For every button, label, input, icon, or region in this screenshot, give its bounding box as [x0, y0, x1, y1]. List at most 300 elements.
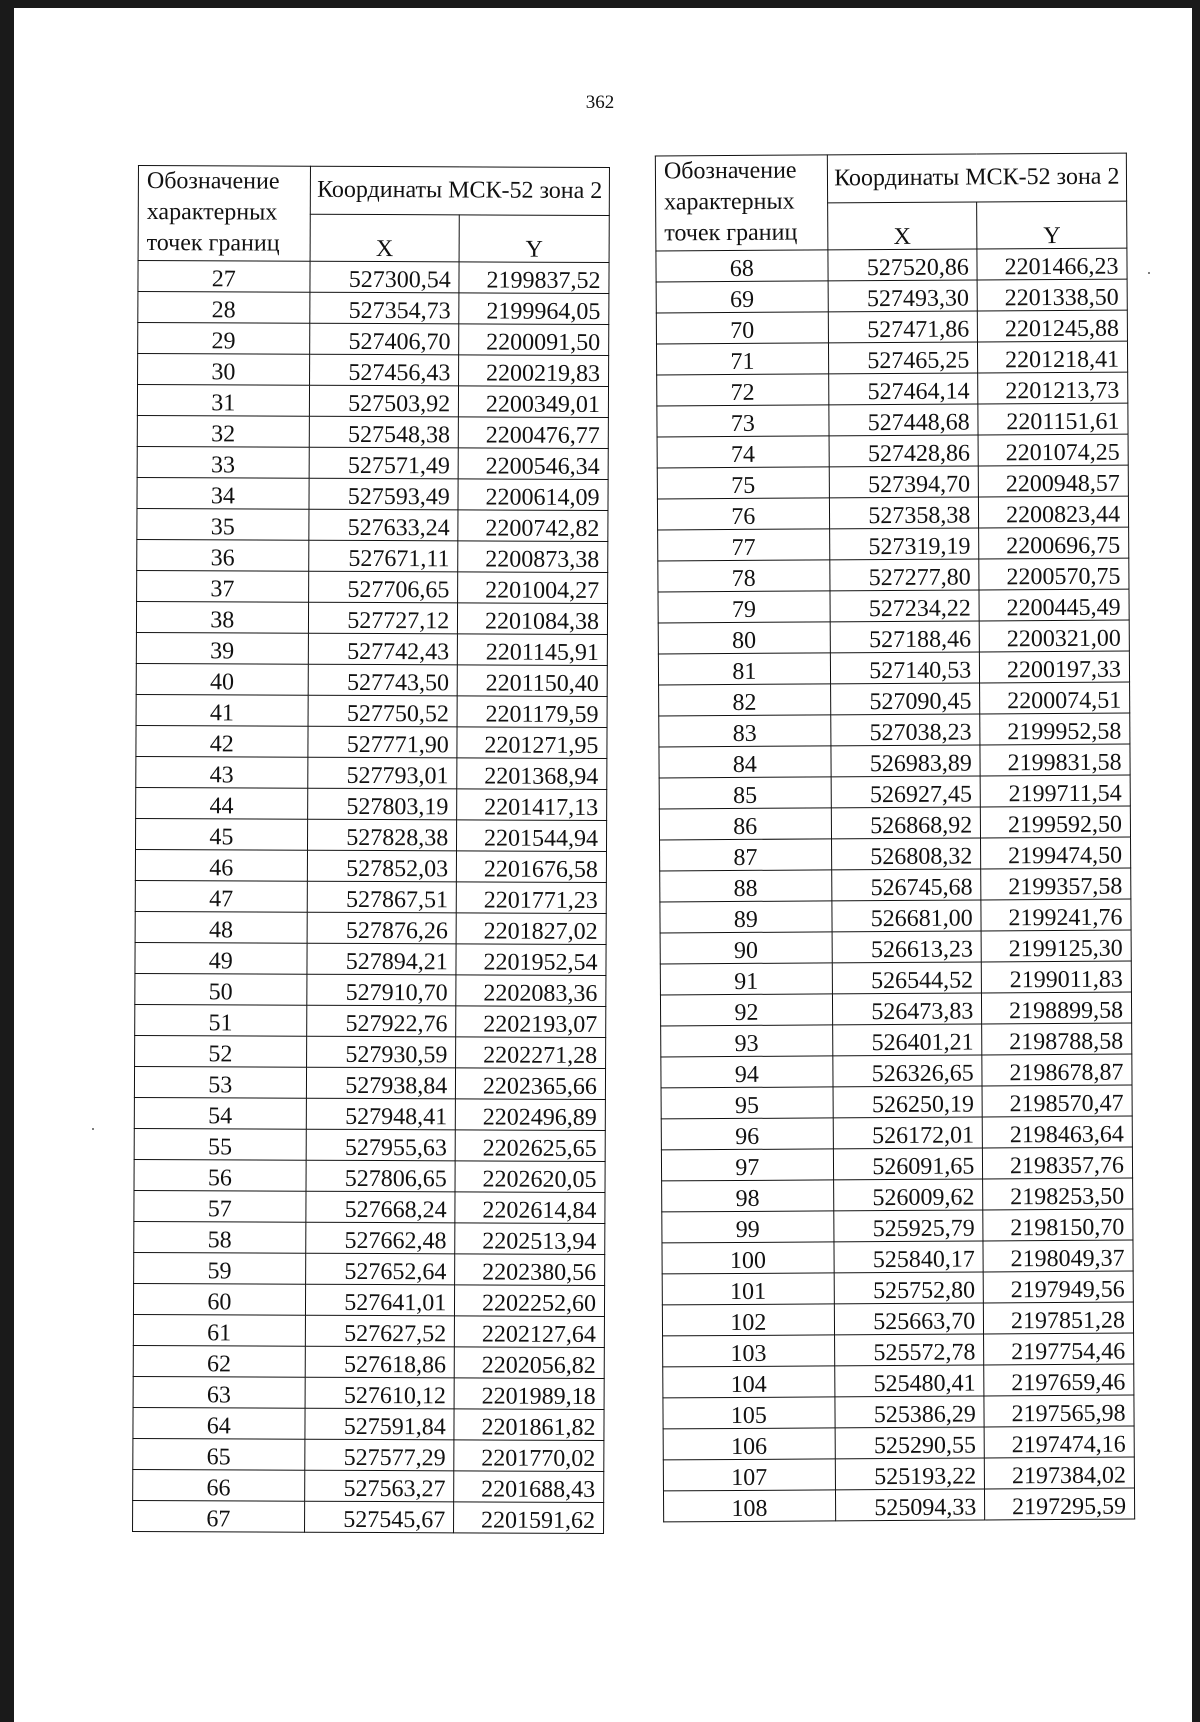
table-row — [663, 1395, 1134, 1429]
x-coordinate-cell: 526868,92 — [831, 807, 981, 839]
x-coordinate-cell: 526745,68 — [831, 869, 981, 901]
point-number-cell: 34 — [137, 477, 309, 509]
y-coordinate-cell: 2201245,88 — [978, 310, 1128, 342]
x-coordinate-cell: 525925,79 — [833, 1210, 983, 1242]
x-coordinate-cell: 527771,90 — [308, 726, 458, 758]
x-coordinate-cell: 527671,11 — [308, 540, 458, 572]
table-row — [660, 868, 1131, 902]
x-coordinate-cell: 525094,33 — [835, 1489, 985, 1521]
x-coordinate-cell: 527610,12 — [305, 1377, 455, 1409]
point-number-cell: 35 — [137, 508, 309, 540]
x-coordinate-cell: 527955,63 — [306, 1129, 456, 1161]
x-coordinate-cell: 527277,80 — [829, 559, 979, 591]
point-number-cell: 32 — [137, 415, 309, 447]
y-coordinate-cell: 2201074,25 — [978, 434, 1128, 466]
x-coordinate-cell: 527563,27 — [304, 1470, 454, 1502]
point-number-cell: 66 — [133, 1469, 305, 1501]
point-number-cell: 51 — [135, 1004, 307, 1036]
y-coordinate-cell: 2200823,44 — [979, 496, 1129, 528]
scan-border-top — [0, 0, 1200, 8]
point-number-cell: 65 — [133, 1438, 305, 1470]
table-row — [661, 1147, 1132, 1181]
table-row — [136, 694, 607, 727]
y-coordinate-cell: 2197949,56 — [983, 1271, 1133, 1303]
x-coordinate-cell: 527300,54 — [310, 261, 460, 293]
point-number-cell: 38 — [136, 601, 308, 633]
point-number-cell: 92 — [660, 993, 832, 1025]
x-coordinate-cell: 526681,00 — [832, 900, 982, 932]
x-coordinate-cell: 527548,38 — [309, 416, 459, 448]
scan-border-left — [0, 0, 14, 1722]
point-number-cell: 43 — [136, 756, 308, 788]
y-coordinate-cell: 2200476,77 — [459, 416, 609, 448]
x-coordinate-cell: 526091,65 — [833, 1148, 983, 1180]
y-coordinate-cell: 2200074,51 — [980, 682, 1130, 714]
point-number-cell: 53 — [134, 1066, 306, 1098]
table-row — [133, 1469, 604, 1502]
point-number-cell: 47 — [135, 880, 307, 912]
point-number-cell: 101 — [662, 1272, 834, 1304]
point-number-cell: 57 — [134, 1190, 306, 1222]
x-coordinate-cell: 527545,67 — [304, 1501, 454, 1533]
y-coordinate-cell: 2200197,33 — [980, 651, 1130, 683]
table-row — [662, 1271, 1133, 1305]
table-row — [663, 1333, 1134, 1367]
table-row — [134, 1066, 605, 1099]
x-coordinate-cell: 525193,22 — [835, 1458, 985, 1490]
point-number-cell: 91 — [660, 962, 832, 994]
y-coordinate-cell: 2198570,47 — [982, 1085, 1132, 1117]
y-coordinate-cell: 2201861,82 — [454, 1408, 604, 1440]
x-coordinate-cell: 527641,01 — [305, 1284, 455, 1316]
table-row — [135, 942, 606, 975]
point-number-cell: 81 — [658, 652, 830, 684]
y-coordinate-cell: 2202380,56 — [455, 1253, 605, 1285]
point-number-cell: 41 — [136, 694, 308, 726]
y-coordinate-cell: 2197754,46 — [984, 1333, 1134, 1365]
table-row — [135, 911, 606, 944]
point-number-cell: 52 — [135, 1035, 307, 1067]
point-number-cell: 88 — [660, 869, 832, 901]
table-row — [662, 1209, 1133, 1243]
x-coordinate-cell: 527894,21 — [307, 943, 457, 975]
x-coordinate-cell: 527668,24 — [306, 1191, 456, 1223]
point-number-cell: 70 — [656, 311, 828, 343]
table-row — [661, 1085, 1132, 1119]
point-number-cell: 56 — [134, 1159, 306, 1191]
point-number-cell: 106 — [663, 1427, 835, 1459]
y-coordinate-cell: 2201004,27 — [458, 571, 608, 603]
x-coordinate-cell: 527503,92 — [309, 385, 459, 417]
point-number-cell: 78 — [658, 559, 830, 591]
point-number-cell: 31 — [137, 384, 309, 416]
table-row — [658, 651, 1129, 685]
point-number-cell: 27 — [138, 260, 310, 292]
table-row — [133, 1314, 604, 1347]
y-coordinate-cell: 2202083,36 — [456, 974, 606, 1006]
table-row — [658, 620, 1129, 654]
point-number-cell: 108 — [663, 1489, 835, 1521]
x-coordinate-cell: 526172,01 — [833, 1117, 983, 1149]
point-number-cell: 90 — [660, 931, 832, 963]
x-coordinate-cell: 527930,59 — [306, 1036, 456, 1068]
y-coordinate-cell: 2197851,28 — [984, 1302, 1134, 1334]
point-number-cell: 99 — [662, 1210, 834, 1242]
table-row — [133, 1438, 604, 1471]
y-coordinate-cell: 2201688,43 — [454, 1470, 604, 1502]
y-coordinate-cell: 2199837,52 — [459, 261, 609, 293]
point-number-cell: 105 — [663, 1396, 835, 1428]
table-row — [660, 930, 1131, 964]
x-coordinate-cell: 527465,25 — [828, 342, 978, 374]
x-coordinate-cell: 527867,51 — [307, 881, 457, 913]
table-row — [136, 725, 607, 758]
point-number-cell: 61 — [133, 1314, 305, 1346]
y-coordinate-cell: 2198150,70 — [983, 1209, 1133, 1241]
y-coordinate-cell: 2198678,87 — [982, 1054, 1132, 1086]
table-row — [133, 1376, 604, 1409]
table-row — [657, 434, 1128, 468]
y-coordinate-cell: 2201218,41 — [978, 341, 1128, 373]
y-coordinate-cell: 2199125,30 — [981, 930, 1131, 962]
x-coordinate-cell: 527828,38 — [307, 819, 457, 851]
y-coordinate-cell: 2201771,23 — [456, 881, 606, 913]
y-coordinate-cell: 2200614,09 — [458, 478, 608, 510]
point-number-cell: 59 — [134, 1252, 306, 1284]
table-row — [137, 508, 608, 541]
y-coordinate-cell: 2201150,40 — [457, 664, 607, 696]
y-coordinate-cell: 2200570,75 — [979, 558, 1129, 590]
y-coordinate-cell: 2202271,28 — [456, 1036, 606, 1068]
x-coordinate-cell: 527652,64 — [305, 1253, 455, 1285]
y-coordinate-cell: 2201466,23 — [977, 248, 1127, 280]
x-coordinate-cell: 527394,70 — [829, 466, 979, 498]
x-coordinate-cell: 527938,84 — [306, 1067, 456, 1099]
table-row — [659, 806, 1130, 840]
x-coordinate-cell: 527948,41 — [306, 1098, 456, 1130]
scan-speck — [92, 1128, 94, 1130]
y-coordinate-cell: 2199474,50 — [981, 837, 1131, 869]
y-coordinate-cell: 2201591,62 — [454, 1501, 604, 1533]
table-row — [657, 496, 1128, 530]
y-coordinate-cell: 2202056,82 — [454, 1346, 604, 1378]
x-coordinate-cell: 527910,70 — [306, 974, 456, 1006]
point-number-cell: 44 — [136, 787, 308, 819]
point-number-cell: 76 — [657, 497, 829, 529]
y-coordinate-cell: 2201145,91 — [458, 633, 608, 665]
point-number-cell: 62 — [133, 1345, 305, 1377]
y-coordinate-cell: 2201368,94 — [457, 757, 607, 789]
y-coordinate-cell: 2201952,54 — [456, 943, 606, 975]
y-coordinate-cell: 2200873,38 — [458, 540, 608, 572]
point-number-cell: 75 — [657, 466, 829, 498]
x-coordinate-cell: 527618,86 — [305, 1346, 455, 1378]
table-row — [660, 837, 1131, 871]
x-coordinate-cell: 527571,49 — [309, 447, 459, 479]
point-number-cell: 73 — [657, 404, 829, 436]
x-coordinate-cell: 527090,45 — [830, 683, 980, 715]
header-y: Y — [977, 201, 1127, 248]
header-point-label: Обозначение характерных точек границ — [655, 155, 827, 251]
y-coordinate-cell: 2199357,58 — [981, 868, 1131, 900]
x-coordinate-cell: 527803,19 — [307, 788, 457, 820]
x-coordinate-cell: 527520,86 — [828, 249, 978, 281]
table-row — [134, 1190, 605, 1223]
x-coordinate-cell: 527806,65 — [306, 1160, 456, 1192]
y-coordinate-cell: 2201827,02 — [456, 912, 606, 944]
table-row — [661, 1054, 1132, 1088]
x-coordinate-cell: 527727,12 — [308, 602, 458, 634]
y-coordinate-cell: 2202614,84 — [455, 1191, 605, 1223]
x-coordinate-cell: 525290,55 — [835, 1427, 985, 1459]
point-number-cell: 68 — [656, 249, 828, 281]
table-row — [661, 1116, 1132, 1150]
x-coordinate-cell: 527591,84 — [305, 1408, 455, 1440]
point-number-cell: 83 — [659, 714, 831, 746]
header-x: X — [310, 214, 460, 261]
x-coordinate-cell: 527406,70 — [309, 323, 459, 355]
point-number-cell: 48 — [135, 911, 307, 943]
table-row — [656, 341, 1127, 375]
x-coordinate-cell: 527188,46 — [830, 621, 980, 653]
table-row — [663, 1488, 1134, 1522]
x-coordinate-cell: 527493,30 — [828, 280, 978, 312]
y-coordinate-cell: 2199241,76 — [981, 899, 1131, 931]
y-coordinate-cell: 2202193,07 — [456, 1005, 606, 1037]
table-row — [138, 260, 609, 293]
y-coordinate-cell: 2201770,02 — [454, 1439, 604, 1471]
table-row — [134, 1097, 605, 1130]
x-coordinate-cell: 527448,68 — [829, 404, 979, 436]
point-number-cell: 93 — [661, 1024, 833, 1056]
x-coordinate-cell: 525752,80 — [834, 1272, 984, 1304]
point-number-cell: 55 — [134, 1128, 306, 1160]
table-row — [134, 1128, 605, 1161]
table-row — [663, 1364, 1134, 1398]
x-coordinate-cell: 527456,43 — [309, 354, 459, 386]
point-number-cell: 86 — [659, 807, 831, 839]
x-coordinate-cell: 527140,53 — [830, 652, 980, 684]
x-coordinate-cell: 526250,19 — [833, 1086, 983, 1118]
point-number-cell: 67 — [133, 1500, 305, 1532]
point-number-cell: 71 — [656, 342, 828, 374]
point-number-cell: 74 — [657, 435, 829, 467]
y-coordinate-cell: 2200445,49 — [979, 589, 1129, 621]
x-coordinate-cell: 525480,41 — [834, 1365, 984, 1397]
header-coordinates: Координаты МСК-52 зона 2 — [310, 166, 610, 215]
table-row — [136, 663, 607, 696]
y-coordinate-cell: 2201544,94 — [457, 819, 607, 851]
x-coordinate-cell: 527706,65 — [308, 571, 458, 603]
table-row — [137, 539, 608, 572]
table-row — [133, 1500, 604, 1533]
table-row — [137, 384, 608, 417]
x-coordinate-cell: 525572,78 — [834, 1334, 984, 1366]
x-coordinate-cell: 527234,22 — [830, 590, 980, 622]
point-number-cell: 36 — [137, 539, 309, 571]
table-row — [135, 880, 606, 913]
table-row — [658, 558, 1129, 592]
table-row — [659, 682, 1130, 716]
y-coordinate-cell: 2201084,38 — [458, 602, 608, 634]
point-number-cell: 77 — [658, 528, 830, 560]
x-coordinate-cell: 526983,89 — [831, 745, 981, 777]
y-coordinate-cell: 2197659,46 — [984, 1364, 1134, 1396]
x-coordinate-cell: 527354,73 — [309, 292, 459, 324]
table-row — [660, 961, 1131, 995]
x-coordinate-cell: 527593,49 — [309, 478, 459, 510]
y-coordinate-cell: 2197295,59 — [985, 1488, 1135, 1520]
y-coordinate-cell: 2199964,05 — [459, 292, 609, 324]
point-number-cell: 84 — [659, 745, 831, 777]
point-number-cell: 94 — [661, 1055, 833, 1087]
y-coordinate-cell: 2202513,94 — [455, 1222, 605, 1254]
x-coordinate-cell: 527319,19 — [829, 528, 979, 560]
y-coordinate-cell: 2199011,83 — [982, 961, 1132, 993]
table-row — [133, 1345, 604, 1378]
x-coordinate-cell: 527922,76 — [306, 1005, 456, 1037]
point-number-cell: 85 — [659, 776, 831, 808]
x-coordinate-cell: 527577,29 — [304, 1439, 454, 1471]
header-point-label: Обозначение характерных точек границ — [138, 165, 310, 260]
point-number-cell: 107 — [663, 1458, 835, 1490]
point-number-cell: 58 — [134, 1221, 306, 1253]
point-number-cell: 69 — [656, 280, 828, 312]
header-x: X — [827, 202, 977, 249]
y-coordinate-cell: 2202620,05 — [455, 1160, 605, 1192]
y-coordinate-cell: 2202127,64 — [455, 1315, 605, 1347]
y-coordinate-cell: 2198357,76 — [983, 1147, 1133, 1179]
y-coordinate-cell: 2201271,95 — [457, 726, 607, 758]
x-coordinate-cell: 527633,24 — [309, 509, 459, 541]
point-number-cell: 63 — [133, 1376, 305, 1408]
y-coordinate-cell: 2197565,98 — [984, 1395, 1134, 1427]
table-row — [659, 713, 1130, 747]
x-coordinate-cell: 526808,32 — [831, 838, 981, 870]
point-number-cell: 72 — [657, 373, 829, 405]
scan-speck — [1148, 272, 1150, 274]
table-row — [136, 632, 607, 665]
x-coordinate-cell: 527750,52 — [308, 695, 458, 727]
point-number-cell: 102 — [662, 1303, 834, 1335]
table-row — [134, 1159, 605, 1192]
point-number-cell: 33 — [137, 446, 309, 478]
y-coordinate-cell: 2199952,58 — [980, 713, 1130, 745]
point-number-cell: 98 — [662, 1179, 834, 1211]
point-number-cell: 42 — [136, 725, 308, 757]
point-number-cell: 29 — [138, 322, 310, 354]
table-row — [135, 1035, 606, 1068]
x-coordinate-cell: 527793,01 — [307, 757, 457, 789]
point-number-cell: 100 — [662, 1241, 834, 1273]
point-number-cell: 40 — [136, 663, 308, 695]
table-row — [660, 992, 1131, 1026]
table-row — [133, 1407, 604, 1440]
y-coordinate-cell: 2200948,57 — [978, 465, 1128, 497]
table-row — [657, 465, 1128, 499]
table-row — [661, 1023, 1132, 1057]
point-number-cell: 54 — [134, 1097, 306, 1129]
y-coordinate-cell: 2199831,58 — [980, 744, 1130, 776]
y-coordinate-cell: 2200742,82 — [458, 509, 608, 541]
y-coordinate-cell: 2198049,37 — [983, 1240, 1133, 1272]
table-row — [663, 1426, 1134, 1460]
table-body-right — [656, 248, 1135, 1522]
table-row — [137, 477, 608, 510]
x-coordinate-cell: 525663,70 — [834, 1303, 984, 1335]
point-number-cell: 82 — [659, 683, 831, 715]
y-coordinate-cell: 2200546,34 — [458, 447, 608, 479]
header-coordinates: Координаты МСК-52 зона 2 — [827, 153, 1127, 203]
y-coordinate-cell: 2200219,83 — [459, 354, 609, 386]
table-row — [660, 899, 1131, 933]
y-coordinate-cell: 2200696,75 — [979, 527, 1129, 559]
y-coordinate-cell: 2202625,65 — [455, 1129, 605, 1161]
x-coordinate-cell: 527428,86 — [829, 435, 979, 467]
y-coordinate-cell: 2199711,54 — [980, 775, 1130, 807]
table-row — [135, 973, 606, 1006]
y-coordinate-cell: 2197384,02 — [985, 1457, 1135, 1489]
y-coordinate-cell: 2202496,89 — [456, 1098, 606, 1130]
table-row — [656, 279, 1127, 313]
y-coordinate-cell: 2199592,50 — [981, 806, 1131, 838]
point-number-cell: 104 — [663, 1365, 835, 1397]
point-number-cell: 103 — [663, 1334, 835, 1366]
table-row — [656, 310, 1127, 344]
x-coordinate-cell: 526009,62 — [833, 1179, 983, 1211]
x-coordinate-cell: 526544,52 — [832, 962, 982, 994]
table-row — [138, 322, 609, 355]
x-coordinate-cell: 526613,23 — [832, 931, 982, 963]
point-number-cell: 97 — [661, 1148, 833, 1180]
point-number-cell: 79 — [658, 590, 830, 622]
table-row — [658, 589, 1129, 623]
table-row — [663, 1457, 1134, 1491]
table-row — [133, 1283, 604, 1316]
point-number-cell: 50 — [135, 973, 307, 1005]
coordinates-table-right — [655, 153, 1135, 1522]
table-row — [662, 1302, 1133, 1336]
table-row — [656, 248, 1127, 282]
x-coordinate-cell: 526326,65 — [833, 1055, 983, 1087]
y-coordinate-cell: 2200349,01 — [459, 385, 609, 417]
y-coordinate-cell: 2201179,59 — [457, 695, 607, 727]
point-number-cell: 80 — [658, 621, 830, 653]
y-coordinate-cell: 2202252,60 — [455, 1284, 605, 1316]
table-row — [134, 1252, 605, 1285]
point-number-cell: 96 — [661, 1117, 833, 1149]
point-number-cell: 60 — [133, 1283, 305, 1315]
y-coordinate-cell: 2201989,18 — [454, 1377, 604, 1409]
table-row — [657, 403, 1128, 437]
table-row — [138, 353, 609, 386]
y-coordinate-cell: 2201338,50 — [977, 279, 1127, 311]
y-coordinate-cell: 2198899,58 — [982, 992, 1132, 1024]
x-coordinate-cell: 526473,83 — [832, 993, 982, 1025]
point-number-cell: 64 — [133, 1407, 305, 1439]
scan-border-right — [1192, 0, 1200, 1722]
table-row — [137, 446, 608, 479]
table-body-left — [133, 260, 610, 1533]
y-coordinate-cell: 2201417,13 — [457, 788, 607, 820]
x-coordinate-cell: 526927,45 — [831, 776, 981, 808]
table-row — [659, 744, 1130, 778]
point-number-cell: 89 — [660, 900, 832, 932]
x-coordinate-cell: 527471,86 — [828, 311, 978, 343]
point-number-cell: 39 — [136, 632, 308, 664]
table-row — [662, 1178, 1133, 1212]
table-row — [135, 849, 606, 882]
